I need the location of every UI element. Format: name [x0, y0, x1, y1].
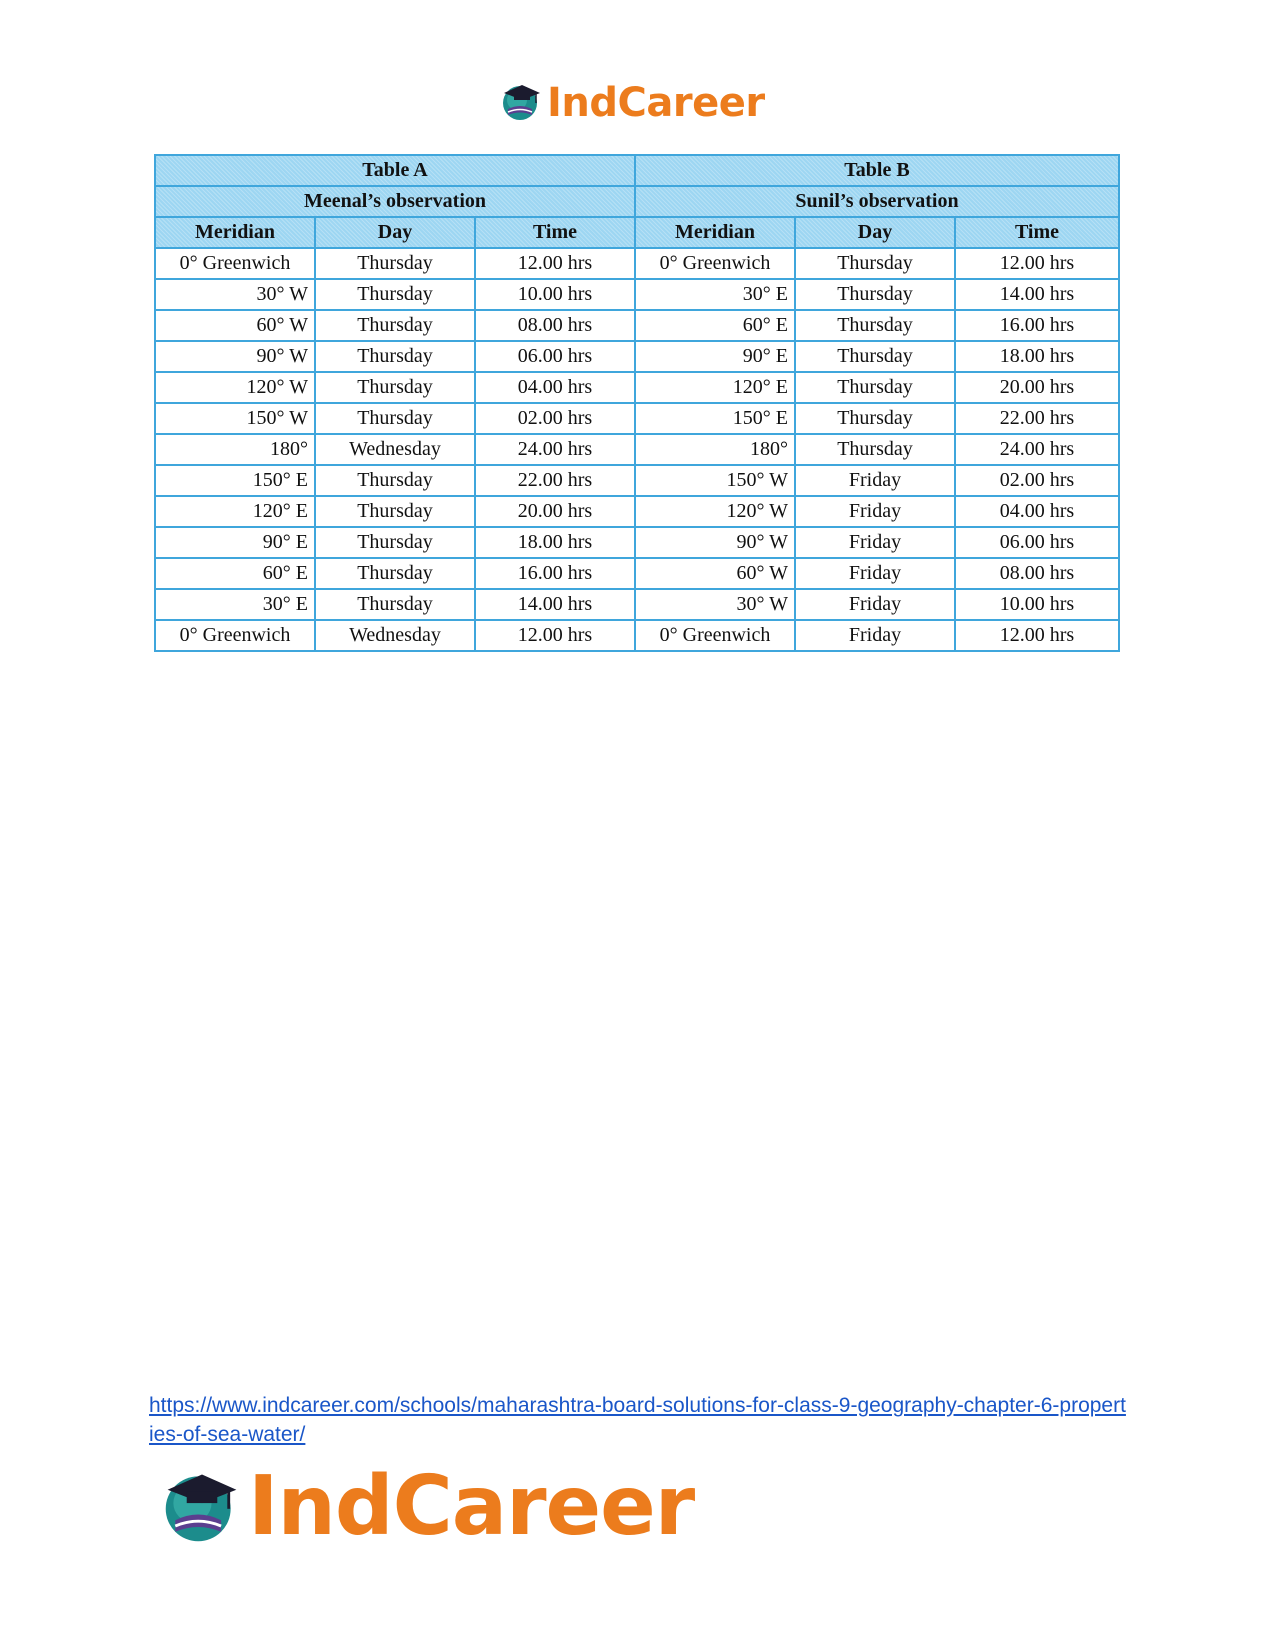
table-row	[155, 589, 1119, 620]
table-b-title: Table B	[635, 155, 1119, 186]
day-cell: Friday	[795, 527, 955, 558]
time-cell: 10.00 hrs	[475, 279, 635, 310]
column-header-row	[155, 217, 1119, 248]
meridian-cell: 60° E	[635, 310, 795, 341]
column-header: Day	[795, 217, 955, 248]
meridian-cell: 120° W	[635, 496, 795, 527]
meridian-cell: 60° W	[635, 558, 795, 589]
time-cell: 08.00 hrs	[955, 558, 1119, 589]
meridian-cell: 150° W	[635, 465, 795, 496]
graduation-globe-icon	[160, 1463, 244, 1552]
day-cell: Friday	[795, 620, 955, 651]
time-cell: 12.00 hrs	[475, 620, 635, 651]
day-cell: Friday	[795, 589, 955, 620]
time-cell: 18.00 hrs	[955, 341, 1119, 372]
graduation-globe-icon	[500, 79, 544, 128]
meridian-cell: 0° Greenwich	[635, 620, 795, 651]
table-row	[155, 403, 1119, 434]
time-cell: 24.00 hrs	[475, 434, 635, 465]
meridian-cell: 120° E	[155, 496, 315, 527]
time-cell: 20.00 hrs	[955, 372, 1119, 403]
day-cell: Thursday	[795, 434, 955, 465]
meridian-cell: 30° E	[635, 279, 795, 310]
day-cell: Wednesday	[315, 620, 475, 651]
day-cell: Thursday	[315, 248, 475, 279]
day-cell: Thursday	[795, 279, 955, 310]
day-cell: Thursday	[315, 403, 475, 434]
time-cell: 12.00 hrs	[475, 248, 635, 279]
day-cell: Thursday	[315, 341, 475, 372]
day-cell: Thursday	[315, 496, 475, 527]
day-cell: Thursday	[795, 403, 955, 434]
meridian-cell: 90° E	[155, 527, 315, 558]
time-cell: 14.00 hrs	[475, 589, 635, 620]
meridian-cell: 0° Greenwich	[635, 248, 795, 279]
meridian-cell: 0° Greenwich	[155, 620, 315, 651]
day-cell: Thursday	[315, 465, 475, 496]
meridian-cell: 90° E	[635, 341, 795, 372]
table-row	[155, 341, 1119, 372]
time-cell: 16.00 hrs	[955, 310, 1119, 341]
observation-table	[154, 154, 1120, 652]
day-cell: Wednesday	[315, 434, 475, 465]
day-cell: Thursday	[795, 248, 955, 279]
table-row	[155, 496, 1119, 527]
source-link[interactable]: https://www.indcareer.com/schools/maharashtra-board-solutions-for-class-9-geography-chapter-6-properties-of-sea-water/	[149, 1394, 1126, 1446]
time-cell: 04.00 hrs	[475, 372, 635, 403]
column-header: Meridian	[635, 217, 795, 248]
day-cell: Thursday	[315, 558, 475, 589]
meridian-cell: 90° W	[155, 341, 315, 372]
indcareer-logo-top	[500, 80, 765, 126]
day-cell: Friday	[795, 558, 955, 589]
day-cell: Thursday	[795, 341, 955, 372]
time-cell: 02.00 hrs	[475, 403, 635, 434]
meridian-cell: 180°	[155, 434, 315, 465]
table-title-row	[155, 155, 1119, 186]
time-cell: 12.00 hrs	[955, 620, 1119, 651]
table-b-subtitle: Sunil’s observation	[635, 186, 1119, 217]
meridian-cell: 60° E	[155, 558, 315, 589]
observation-table-body	[155, 248, 1119, 651]
observation-table-container	[154, 154, 1118, 652]
table-row	[155, 372, 1119, 403]
table-subtitle-row	[155, 186, 1119, 217]
indcareer-logo-bottom	[160, 1459, 695, 1554]
column-header: Meridian	[155, 217, 315, 248]
time-cell: 12.00 hrs	[955, 248, 1119, 279]
table-row	[155, 527, 1119, 558]
table-row	[155, 620, 1119, 651]
table-a-subtitle: Meenal’s observation	[155, 186, 635, 217]
meridian-cell: 150° E	[155, 465, 315, 496]
meridian-cell: 60° W	[155, 310, 315, 341]
time-cell: 22.00 hrs	[955, 403, 1119, 434]
day-cell: Thursday	[795, 310, 955, 341]
day-cell: Thursday	[315, 279, 475, 310]
meridian-cell: 90° W	[635, 527, 795, 558]
day-cell: Friday	[795, 465, 955, 496]
time-cell: 24.00 hrs	[955, 434, 1119, 465]
time-cell: 06.00 hrs	[475, 341, 635, 372]
column-header: Day	[315, 217, 475, 248]
meridian-cell: 150° E	[635, 403, 795, 434]
meridian-cell: 120° W	[155, 372, 315, 403]
meridian-cell: 0° Greenwich	[155, 248, 315, 279]
day-cell: Friday	[795, 496, 955, 527]
time-cell: 02.00 hrs	[955, 465, 1119, 496]
table-row	[155, 558, 1119, 589]
meridian-cell: 30° W	[635, 589, 795, 620]
day-cell: Thursday	[315, 589, 475, 620]
day-cell: Thursday	[795, 372, 955, 403]
time-cell: 14.00 hrs	[955, 279, 1119, 310]
logo-wordmark: IndCareer	[248, 1459, 695, 1554]
column-header: Time	[955, 217, 1119, 248]
meridian-cell: 180°	[635, 434, 795, 465]
time-cell: 22.00 hrs	[475, 465, 635, 496]
meridian-cell: 120° E	[635, 372, 795, 403]
time-cell: 06.00 hrs	[955, 527, 1119, 558]
time-cell: 18.00 hrs	[475, 527, 635, 558]
day-cell: Thursday	[315, 527, 475, 558]
table-row	[155, 465, 1119, 496]
day-cell: Thursday	[315, 372, 475, 403]
meridian-cell: 30° W	[155, 279, 315, 310]
meridian-cell: 150° W	[155, 403, 315, 434]
day-cell: Thursday	[315, 310, 475, 341]
table-row	[155, 434, 1119, 465]
table-row	[155, 279, 1119, 310]
time-cell: 20.00 hrs	[475, 496, 635, 527]
meridian-cell: 30° E	[155, 589, 315, 620]
time-cell: 16.00 hrs	[475, 558, 635, 589]
logo-wordmark: IndCareer	[547, 80, 765, 126]
column-header: Time	[475, 217, 635, 248]
time-cell: 10.00 hrs	[955, 589, 1119, 620]
table-a-title: Table A	[155, 155, 635, 186]
table-row	[155, 310, 1119, 341]
time-cell: 08.00 hrs	[475, 310, 635, 341]
table-row	[155, 248, 1119, 279]
time-cell: 04.00 hrs	[955, 496, 1119, 527]
